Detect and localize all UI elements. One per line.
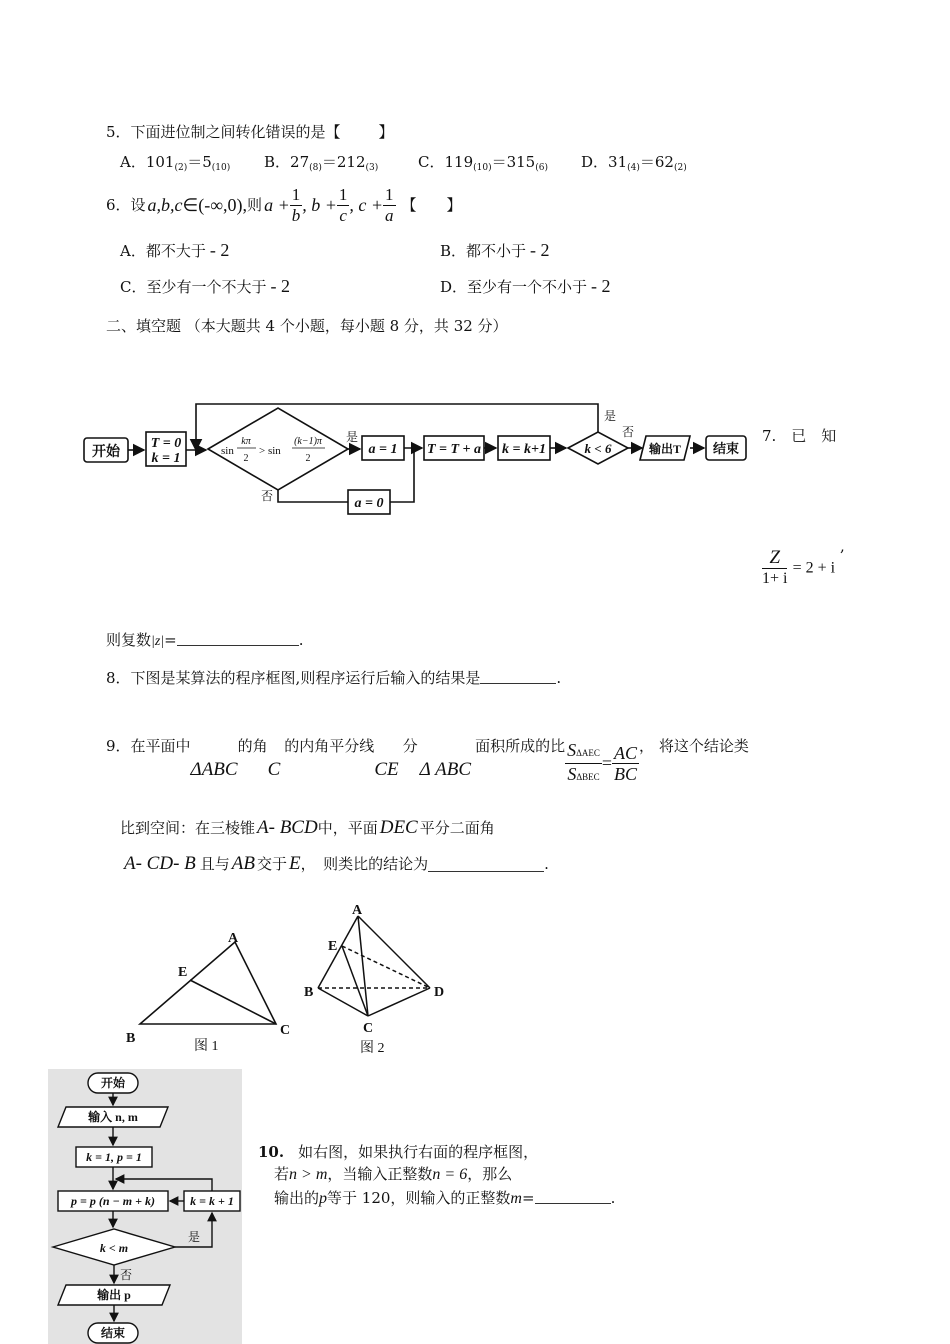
q7-den: 1+ i	[762, 570, 788, 587]
q6-frac3-num: 1	[385, 184, 394, 204]
q9-l2b: 中，平面	[317, 819, 378, 837]
fig1-label-E: E	[178, 965, 188, 980]
flowchart-1	[80, 396, 760, 516]
q6-stem	[106, 182, 462, 228]
q9-p3: 的内角平分线	[284, 737, 375, 755]
flow2-start: 开始	[100, 1076, 126, 1090]
flow2-inc: k = k + 1	[190, 1194, 234, 1208]
q10-dot: .	[610, 1189, 616, 1207]
q9-frac-AC	[612, 743, 639, 784]
q6-frac2-den: c	[339, 205, 347, 225]
fig2-caption: 图 2	[360, 1041, 385, 1056]
q9-p2: 的角	[237, 737, 268, 755]
flow1-loop: k < 6	[584, 441, 612, 456]
flow1-inc: k = k+1	[502, 442, 546, 457]
q6-frac-1c	[337, 185, 350, 226]
q6-d-text: D．至少有一个不小于	[440, 278, 588, 296]
q9-C: C	[267, 759, 281, 780]
q5-c-sub2: (6)	[535, 163, 548, 173]
q6-frac-1a	[383, 185, 396, 226]
q10-l3a: 输出的	[274, 1189, 320, 1207]
q5-option-c	[418, 152, 548, 178]
q6-a-val: - 2	[209, 240, 230, 260]
q6-frac1-num: 1	[291, 184, 301, 204]
q9-Snum: S	[567, 739, 577, 760]
flow1-out: 输出T	[648, 442, 682, 456]
q9-p1: 9．在平面中	[106, 737, 191, 755]
flow1-cond-den1: 2	[243, 453, 249, 464]
q6-frac3-den: a	[385, 205, 394, 225]
q9-l3d: ， 则类比的结论为	[300, 855, 429, 873]
q5-stem-text: 5．下面进位制之间转化错误的是【	[106, 123, 341, 141]
fig2-label-B: B	[304, 985, 314, 1000]
q9-l2a: 比到空间：在三棱锥	[120, 819, 256, 837]
q10-l2m: n > m	[289, 1166, 328, 1183]
q8-dot: .	[556, 669, 562, 687]
flow1-init1: T = 0	[150, 436, 182, 451]
q7-num: Z	[762, 548, 787, 569]
q10-eq: =	[521, 1189, 535, 1207]
q5-a-pre: A．101	[120, 153, 175, 171]
flow2-cond: k < m	[99, 1241, 129, 1255]
q5-b-pre: B．27	[264, 153, 310, 171]
q10-l2a: 若	[274, 1165, 290, 1183]
q6-expr2: , b +	[302, 195, 337, 215]
q9-answer-blank[interactable]	[428, 857, 544, 872]
q9-p6: ， 将这个结论类	[639, 737, 749, 755]
q6-option-c	[120, 276, 290, 297]
flow1-cond-gt: > sin	[259, 445, 281, 457]
q10-p: p	[319, 1190, 328, 1207]
q9-line1	[106, 736, 749, 790]
q6-domain: ∈(-∞,0),	[182, 195, 248, 215]
q6-expr1: a +	[264, 195, 290, 215]
figure-2-pyramid	[318, 916, 430, 1016]
q5-b-sub2: (3)	[365, 163, 379, 173]
q6-option-d	[440, 276, 611, 297]
q9-l3a: A- CD- B	[124, 853, 196, 874]
flow2-calc: p = p (n − m + k)	[71, 1194, 155, 1208]
q5-a-mid: ＝5	[187, 153, 212, 171]
q5-stem	[106, 122, 394, 142]
flow2-yes: 是	[188, 1230, 201, 1244]
q6-option-a	[120, 240, 229, 261]
q7-answer-blank[interactable]	[177, 631, 299, 646]
q6-bracket: 【 】	[401, 196, 462, 214]
q6-d-val: - 2	[591, 276, 611, 296]
flow1-a1: a = 1	[368, 442, 398, 457]
geometry-figures	[120, 900, 460, 1062]
q9-CE: CE	[374, 759, 399, 780]
fig1-label-C: C	[280, 1023, 291, 1038]
flow1-no2: 否	[622, 425, 635, 439]
q9-pyr: A- BCD	[257, 817, 318, 838]
q9-line3	[124, 854, 549, 874]
q6-then: 则	[247, 196, 263, 214]
flow1-a0: a = 0	[354, 496, 384, 511]
q9-eq: =	[601, 753, 613, 773]
q10-l2d: ，那么	[467, 1165, 513, 1183]
q5-c-sub1: (10)	[473, 163, 492, 173]
flow2-no: 否	[120, 1268, 133, 1282]
q7-eq: =	[164, 631, 177, 649]
flow2-init: k = 1, p = 1	[86, 1150, 142, 1164]
q9-tri2: Δ ABC	[419, 759, 472, 780]
flow1-end: 结束	[712, 441, 740, 456]
q10-l1: 如右图，如果执行右面的程序框图，	[298, 1143, 539, 1161]
q9-Snum-sub: ΔAEC	[576, 747, 600, 758]
flow1-init2: k = 1	[151, 451, 181, 466]
q7-label: 7. 已 知	[762, 427, 837, 445]
q9-E: E	[289, 853, 301, 874]
q7-comma: ,	[840, 537, 845, 555]
flow2-end: 结束	[100, 1326, 126, 1340]
q9-AC: AC	[614, 742, 638, 763]
q9-tri: ΔABC	[190, 759, 238, 780]
q6-expr3: , c +	[349, 195, 384, 215]
q6-frac-1b	[290, 185, 303, 226]
q9-l3b: 且与	[199, 855, 230, 873]
flow1-yes1: 是	[346, 430, 359, 444]
q9-p5: 面积所成的比	[475, 737, 566, 755]
q9-l3c: 交于	[257, 855, 288, 873]
flow1-yes2: 是	[604, 409, 617, 423]
q5-d-sub1: (4)	[627, 163, 640, 173]
flow1-start: 开始	[92, 445, 120, 460]
q5-d-sub2: (2)	[673, 163, 687, 173]
q6-vars: a,b,c	[147, 195, 183, 215]
q5-c-pre: C．119	[418, 153, 474, 171]
q10-answer-blank[interactable]	[535, 1189, 611, 1204]
q9-line2	[120, 818, 495, 838]
q6-frac1-den: b	[291, 205, 301, 225]
q6-frac2-num: 1	[338, 184, 348, 204]
q10-l3b: 等于 120，则输入的正整数	[327, 1189, 511, 1207]
q10-line1	[258, 1142, 538, 1162]
q5-a-sub1: (2)	[174, 163, 188, 173]
q9-p4: 分	[402, 737, 418, 755]
q6-a-text: A．都不大于	[120, 242, 206, 260]
q7-dot: .	[298, 631, 304, 649]
q5-a-sub2: (10)	[211, 163, 231, 173]
fig2-label-D: D	[434, 985, 445, 1000]
q6-b-val: - 2	[530, 240, 550, 260]
q5-b-mid: ＝212	[321, 153, 366, 171]
flow1-cond-num2: (k−1)π	[294, 436, 322, 447]
q6-c-val: - 2	[270, 276, 290, 296]
q5-option-b	[264, 152, 378, 178]
q8-text: 8．下图是某算法的程序框图,则程序运行后输入的结果是	[106, 669, 481, 687]
q7-frac	[762, 548, 787, 589]
q6-c-text: C．至少有一个不大于	[120, 278, 267, 296]
q5-c-mid: ＝315	[491, 153, 536, 171]
q8-stem	[106, 668, 561, 688]
q7-abs: |z|	[151, 634, 165, 649]
flow2-input: 输入 n, m	[88, 1110, 138, 1124]
q6-b-text: B．都不小于	[440, 242, 527, 260]
q10-num: 10.	[258, 1143, 285, 1161]
fig1-caption: 图 1	[194, 1039, 219, 1054]
q6-num: 6．设	[106, 196, 146, 214]
q8-answer-blank[interactable]	[480, 669, 556, 684]
fig2-label-C: C	[363, 1021, 374, 1036]
q7-ask-text: 则复数	[106, 631, 152, 649]
q10-l2b: ，当输入正整数	[327, 1165, 433, 1183]
fig2-label-E: E	[328, 939, 338, 954]
q9-l2c: 平分二面角	[419, 819, 495, 837]
q7-rhs: = 2 + i	[792, 559, 836, 577]
flow1-sum: T = T + a	[426, 442, 482, 457]
q5-b-sub1: (8)	[309, 163, 322, 173]
q10-m: m	[510, 1190, 522, 1207]
q10-line2	[274, 1164, 512, 1185]
q9-dot: .	[544, 855, 549, 873]
q7-ask	[106, 630, 304, 652]
q9-Sden: S	[567, 763, 577, 784]
q5-d-pre: D．31	[581, 153, 628, 171]
q9-AB: AB	[231, 853, 255, 874]
fig2-label-A: A	[352, 903, 363, 918]
q5-bracket-close: 】	[378, 123, 394, 141]
q9-BC: BC	[614, 763, 638, 784]
q5-option-a	[120, 152, 230, 178]
q5-d-mid: ＝62	[639, 153, 674, 171]
flowchart-2	[48, 1069, 242, 1344]
q9-Sden-sub: ΔBEC	[576, 771, 600, 782]
section2-header: 二、填空题 （本大题共 4 个小题，每小题 8 分，共 32 分）	[106, 317, 508, 335]
q7-equation	[762, 548, 835, 589]
q9-DEC: DEC	[379, 817, 418, 838]
flow1-cond-sin1: sin	[221, 445, 234, 457]
q10-l2c: n = 6	[432, 1166, 468, 1183]
q9-frac-S	[565, 740, 602, 787]
fig1-label-B: B	[126, 1031, 136, 1046]
flow1-cond-num1: kπ	[241, 436, 251, 447]
flow2-out: 输出 p	[97, 1288, 131, 1302]
flow1-cond-den2: 2	[305, 453, 311, 464]
figure-1-triangle	[140, 942, 276, 1024]
q6-option-b	[440, 240, 550, 261]
flow1-no1: 否	[261, 489, 274, 503]
q5-option-d	[581, 152, 687, 178]
fig1-label-A: A	[228, 931, 239, 946]
q10-line3	[274, 1188, 615, 1209]
